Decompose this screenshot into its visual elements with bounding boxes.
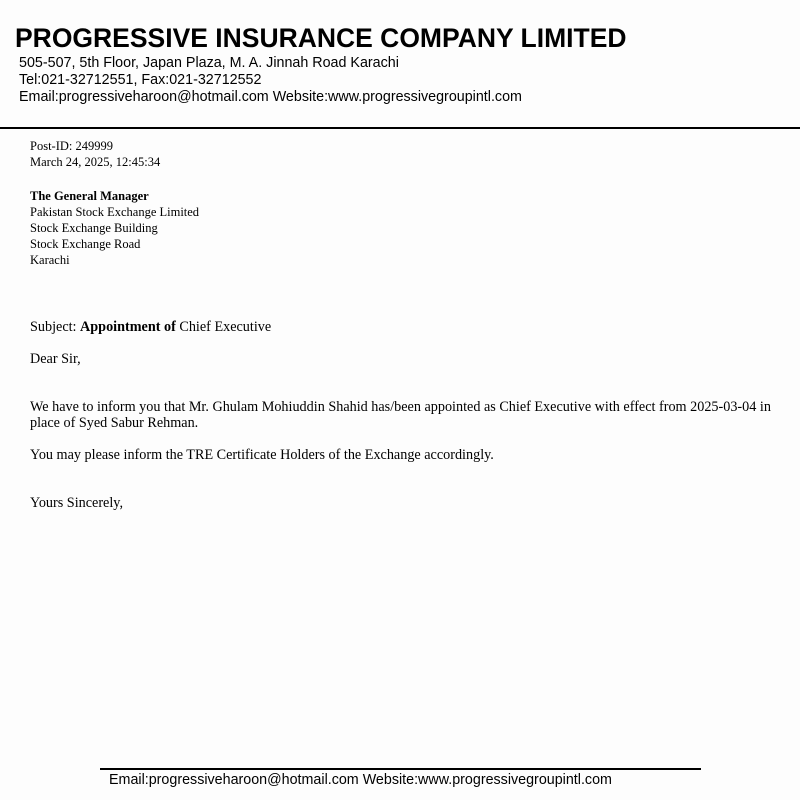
footer-email-website: Email:progressiveharoon@hotmail.com Website:www.progressivegroupintl.com xyxy=(109,772,612,788)
addressee-line: Stock Exchange Road xyxy=(30,237,141,251)
body-paragraph-1: We have to inform you that Mr. Ghulam Mohiuddin Shahid has/been appointed as Chief Executive with effect from 2025-03-04 in place of Syed Sabur Rehman. xyxy=(30,399,771,431)
body-paragraph-2: You may please inform the TRE Certificate Holders of the Exchange accordingly. xyxy=(30,447,494,463)
salutation: Dear Sir, xyxy=(30,351,81,367)
addressee-block xyxy=(30,188,199,268)
subject-line xyxy=(30,319,271,335)
company-phone-fax: Tel:021-32712551, Fax:021-32712552 xyxy=(19,72,262,88)
letter-meta xyxy=(30,138,160,170)
company-address: 505-507, 5th Floor, Japan Plaza, M. A. Jinnah Road Karachi xyxy=(19,55,399,71)
company-email-website: Email:progressiveharoon@hotmail.com Website:www.progressivegroupintl.com xyxy=(19,89,522,105)
footer-divider xyxy=(100,768,701,770)
subject-text: Chief Executive xyxy=(179,319,272,335)
company-name: PROGRESSIVE INSURANCE COMPANY LIMITED xyxy=(15,23,627,53)
subject-bold: Appointment of xyxy=(80,319,176,335)
addressee-line: Stock Exchange Building xyxy=(30,221,158,235)
closing: Yours Sincerely, xyxy=(30,495,124,511)
addressee-line: Karachi xyxy=(30,253,70,267)
post-id: Post-ID: 249999 xyxy=(30,139,113,153)
header-divider xyxy=(0,127,800,129)
letterhead xyxy=(15,22,785,106)
addressee-line: Pakistan Stock Exchange Limited xyxy=(30,205,200,219)
subject-label: Subject: xyxy=(30,319,77,335)
letter-date: March 24, 2025, 12:45:34 xyxy=(30,155,161,169)
addressee-title: The General Manager xyxy=(30,189,149,203)
